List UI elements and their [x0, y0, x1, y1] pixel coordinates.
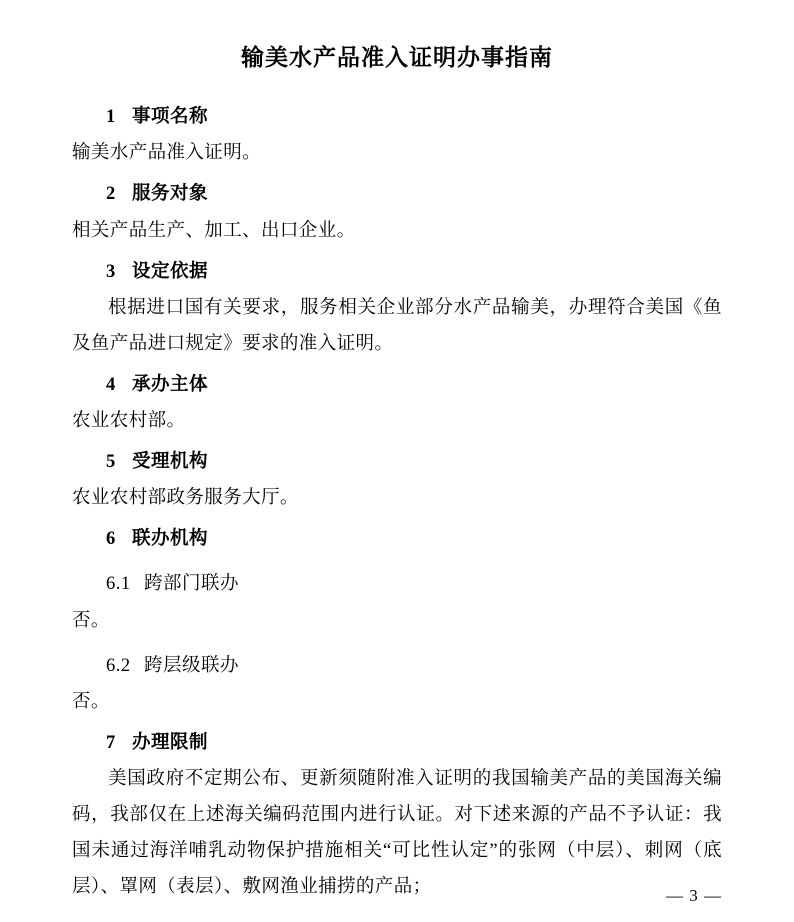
subsection-body-6-2: 否。: [72, 691, 110, 712]
section-heading-3: [72, 255, 722, 290]
section-body-1: 输美水产品准入证明。: [72, 143, 262, 164]
section-title-1: 事项名称: [132, 107, 209, 128]
section-number-2: 2: [106, 184, 116, 205]
section-number-5: 5: [106, 452, 116, 473]
subsection-title-6-2: 跨层级联办: [144, 655, 240, 676]
section-heading-6: [72, 522, 722, 557]
section-body-5: 农业农村部政务服务大厅。: [72, 488, 299, 509]
section-title-4: 承办主体: [132, 374, 209, 395]
section-heading-4: [72, 368, 722, 403]
section-title-6: 联办机构: [132, 529, 209, 550]
section-heading-7: [72, 726, 722, 761]
section-number-3: 3: [106, 261, 116, 282]
section-number-7: 7: [106, 732, 116, 753]
section-number-1: 1: [106, 107, 116, 128]
subsection-body-6-1: 否。: [72, 610, 110, 631]
section-body-3: 根据进口国有关要求，服务相关企业部分水产品输美，办理符合美国《鱼及鱼产品进口规定》要求的准入证明。: [72, 297, 722, 354]
section-title-2: 服务对象: [132, 184, 209, 205]
section-heading-1: [72, 100, 722, 135]
page-title: 输美水产品准入证明办事指南: [241, 45, 553, 70]
section-body-4: 农业农村部。: [72, 411, 186, 431]
section-heading-2: [72, 177, 722, 212]
section-title-3: 设定依据: [132, 261, 209, 282]
section-body-7: 美国政府不定期公布、更新须随附准入证明的我国输美产品的美国海关编码，我部仅在上述海关编码范围内进行认证。对下述来源的产品不予认证：我国未通过海洋哺乳动物保护措施相关“可比性认定”的张网（中层）、刺网（底层）、罩网（表层）、敷网渔业捕捞的产品；: [72, 768, 722, 898]
section-title-7: 办理限制: [132, 732, 209, 753]
subsection-number-6-1: 6.1: [106, 574, 131, 595]
section-body-2: 相关产品生产、加工、出口企业。: [72, 220, 356, 241]
subsection-heading-6-1: [72, 567, 722, 602]
subsection-number-6-2: 6.2: [106, 655, 131, 676]
page-number: — 3 —: [666, 886, 722, 905]
subsection-title-6-1: 跨部门联办: [144, 574, 240, 595]
section-number-6: 6: [106, 529, 116, 550]
section-heading-5: [72, 445, 722, 480]
section-number-4: 4: [106, 374, 116, 395]
subsection-heading-6-2: [72, 649, 722, 684]
section-title-5: 受理机构: [132, 452, 209, 473]
